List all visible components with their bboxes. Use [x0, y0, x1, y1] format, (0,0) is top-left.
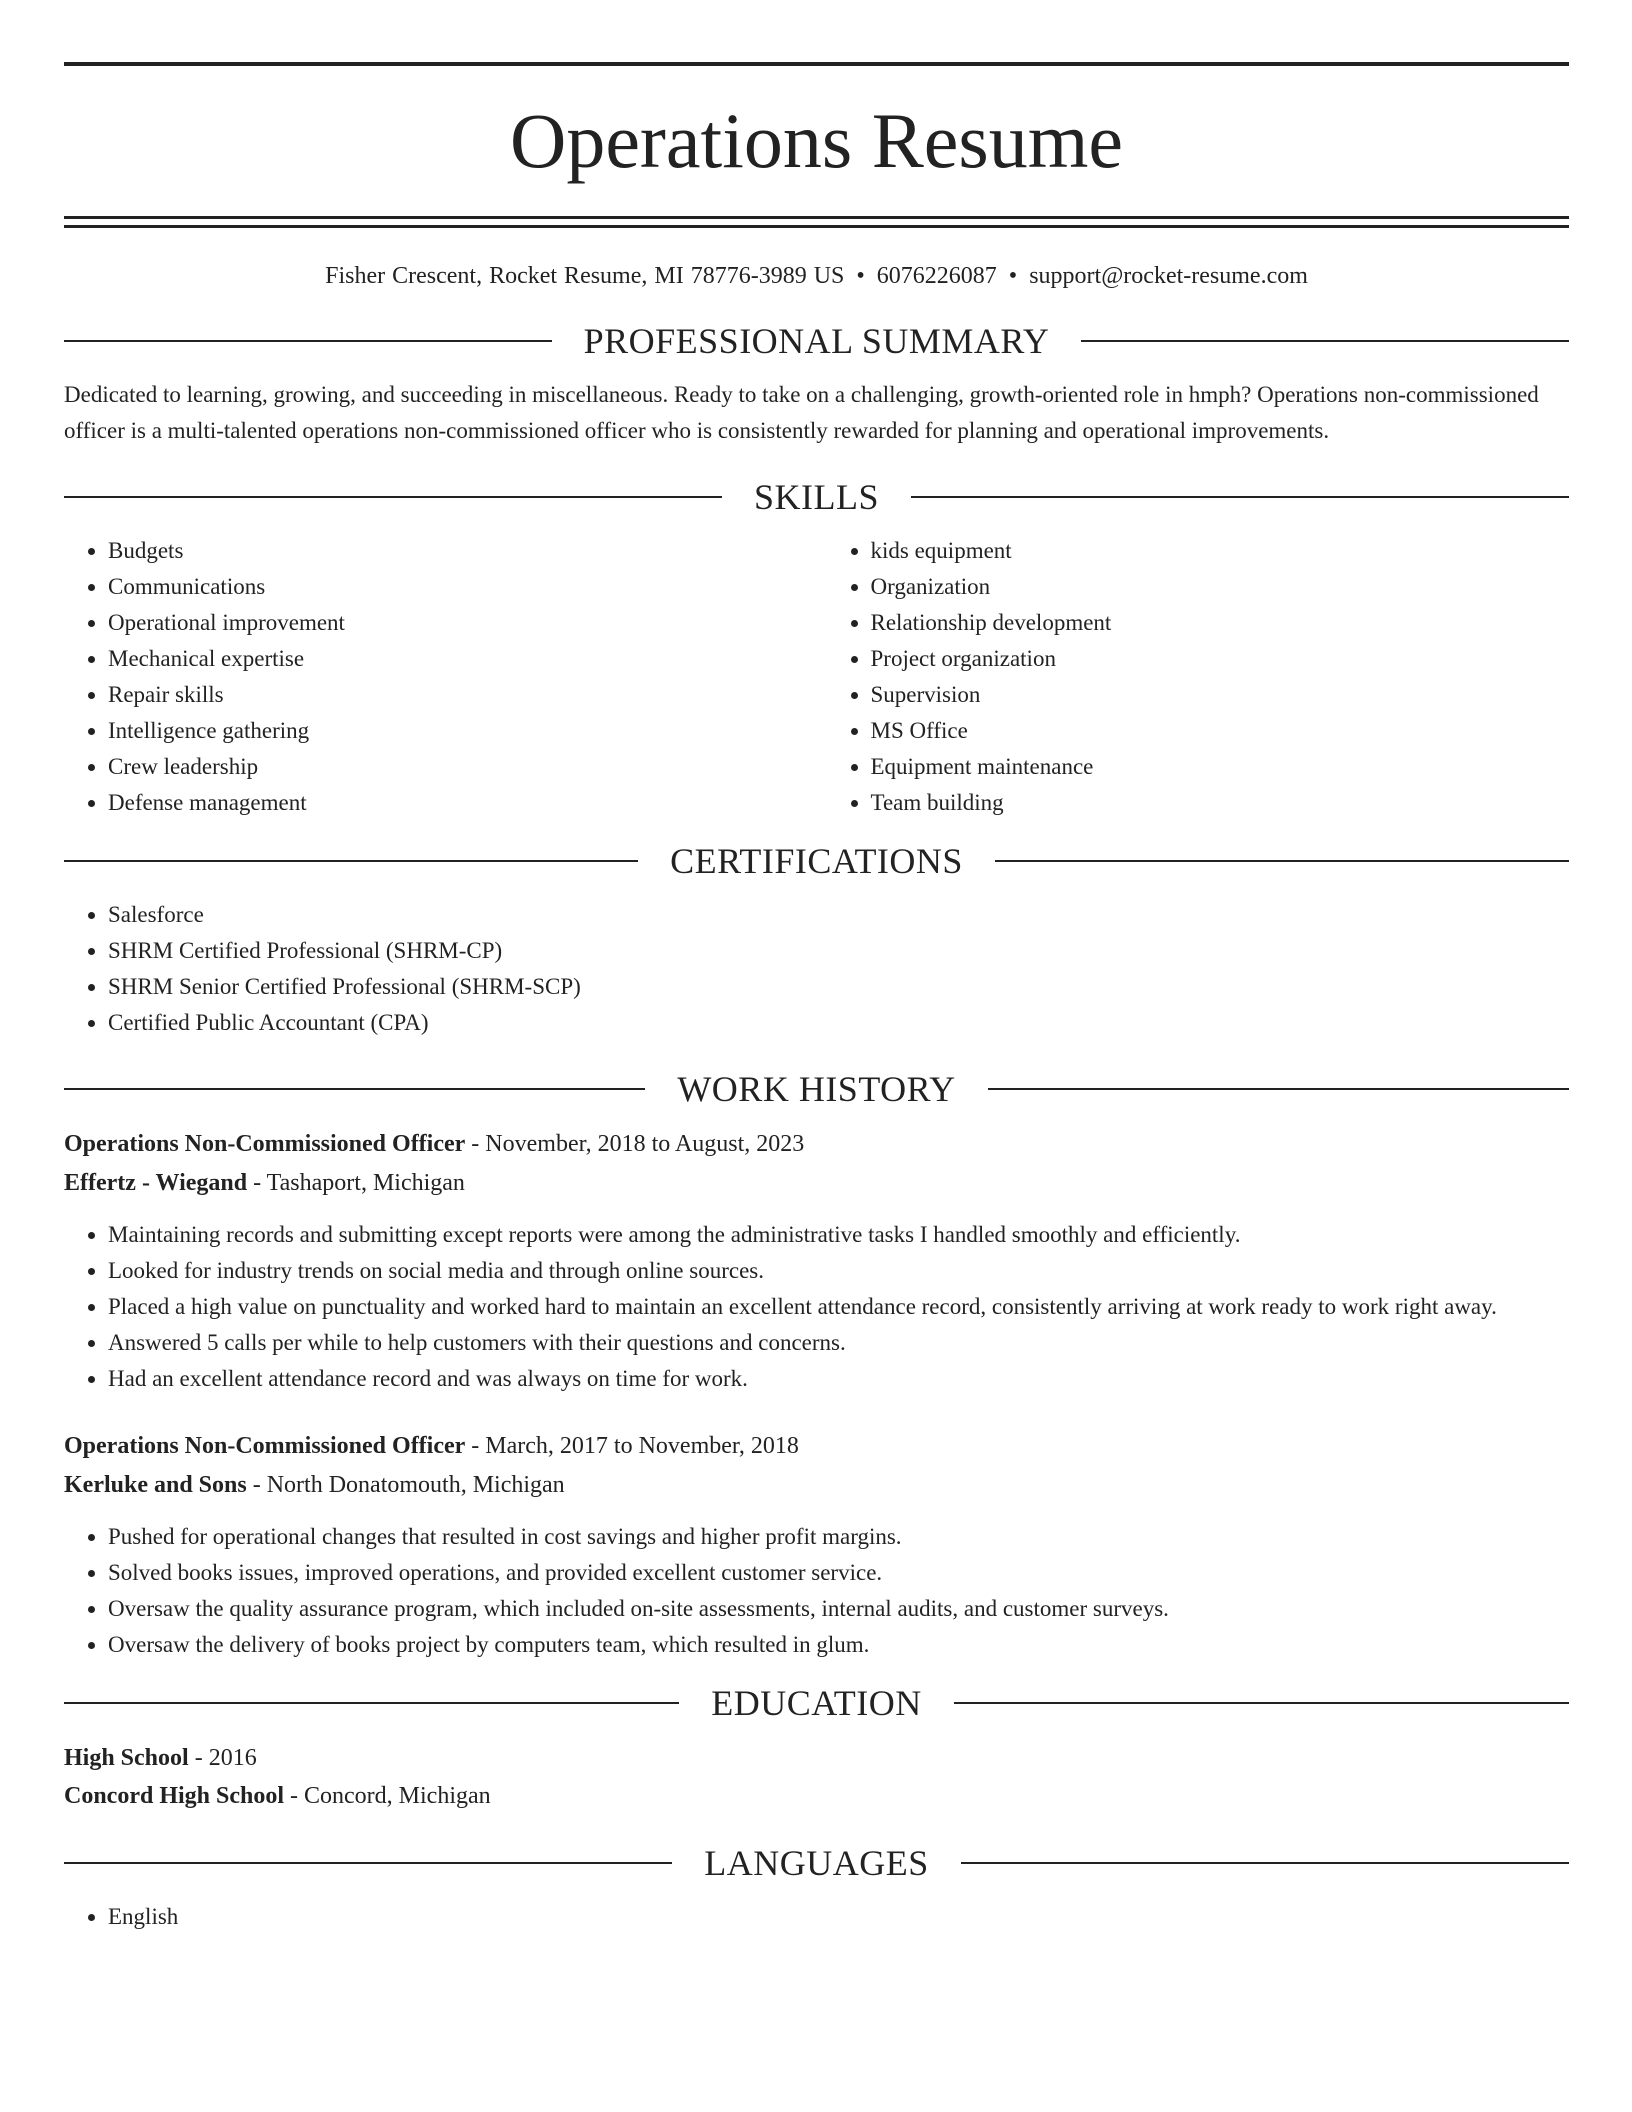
skill-item: • Intelligence gathering — [108, 713, 817, 749]
education-school-line — [64, 1777, 1569, 1815]
contact-email: support@rocket-resume.com — [1029, 263, 1308, 289]
job-title: Operations Non-Commissioned Officer — [64, 1130, 466, 1157]
skill-item: • Relationship development — [871, 605, 1570, 641]
education-year: - 2016 — [188, 1744, 257, 1771]
job-bullet: • Looked for industry trends on social media and through online sources. — [108, 1253, 1569, 1289]
section-title-work-history: WORK HISTORY — [677, 1068, 956, 1109]
certification-item: • Salesforce — [108, 897, 1569, 933]
job-company: Effertz - Wiegand — [64, 1169, 248, 1196]
job-location: - North Donatomouth, Michigan — [246, 1471, 565, 1498]
job-bullet: • Oversaw the delivery of books project by computers team, which resulted in glum. — [108, 1627, 1569, 1663]
section-header-education — [64, 1682, 1569, 1723]
contact-line — [64, 262, 1569, 291]
language-item: • English — [108, 1899, 1569, 1935]
divider — [911, 496, 1569, 498]
job-location: - Tashaport, Michigan — [247, 1169, 465, 1196]
skill-item: • Organization — [871, 569, 1570, 605]
resume-page — [64, 62, 1569, 1935]
skill-item: • Operational improvement — [108, 605, 817, 641]
skill-item: • kids equipment — [871, 533, 1570, 569]
job-bullet: • Answered 5 calls per while to help customers with their questions and concerns. — [108, 1325, 1569, 1361]
divider — [995, 860, 1569, 862]
title-double-rule — [64, 216, 1569, 228]
job-title-line — [64, 1427, 1569, 1466]
contact-phone: 6076226087 — [876, 263, 997, 289]
education-degree: High School — [64, 1744, 189, 1771]
divider — [1081, 340, 1569, 342]
divider — [64, 496, 722, 498]
divider — [961, 1862, 1569, 1864]
skill-item: • Project organization — [871, 641, 1570, 677]
job-title: Operations Non-Commissioned Officer — [64, 1432, 466, 1459]
skill-item: • Equipment maintenance — [871, 749, 1570, 785]
skill-item: • Budgets — [108, 533, 817, 569]
job-bullet: • Had an excellent attendance record and was always on time for work. — [108, 1361, 1569, 1397]
section-header-languages — [64, 1842, 1569, 1883]
job-bullet: • Placed a high value on punctuality and worked hard to maintain an excellent attendance record, consistently arriving at work ready to work right away. — [108, 1289, 1569, 1325]
job-bullet: • Solved books issues, improved operations, and provided excellent customer service. — [108, 1555, 1569, 1591]
divider — [64, 1088, 645, 1090]
divider — [954, 1702, 1569, 1704]
job-bullets — [64, 1519, 1569, 1663]
section-header-summary — [64, 320, 1569, 361]
divider — [64, 1702, 679, 1704]
job-bullet: • Pushed for operational changes that resulted in cost savings and higher profit margins. — [108, 1519, 1569, 1555]
skill-item: • Team building — [871, 785, 1570, 821]
divider — [64, 860, 638, 862]
skill-item: • MS Office — [871, 713, 1570, 749]
job-dates: - November, 2018 to August, 2023 — [465, 1130, 805, 1157]
skill-item: • Communications — [108, 569, 817, 605]
section-title-languages: LANGUAGES — [704, 1842, 929, 1883]
certifications-list — [64, 897, 1569, 1041]
education-degree-line — [64, 1739, 1569, 1777]
skill-item: • Supervision — [871, 677, 1570, 713]
skills-column-right — [817, 533, 1570, 821]
job-company: Kerluke and Sons — [64, 1471, 247, 1498]
job-company-line — [64, 1164, 1569, 1203]
skills-column-left — [64, 533, 817, 821]
section-title-skills: SKILLS — [754, 476, 880, 517]
skill-item: • Mechanical expertise — [108, 641, 817, 677]
certification-item: • Certified Public Accountant (CPA) — [108, 1005, 1569, 1041]
divider — [988, 1088, 1569, 1090]
page-title: Operations Resume — [509, 97, 1124, 184]
section-title-certifications: CERTIFICATIONS — [670, 840, 963, 881]
summary-text: Dedicated to learning, growing, and succeeding in miscellaneous. Ready to take on a challenging, growth-oriented role in hmph? Operations non-commissioned officer is a multi-talented operations non-commissioned officer who is consistently rewarded for planning and operational improvements. — [64, 381, 1539, 443]
contact-separator: • — [1008, 263, 1018, 289]
job-title-line — [64, 1125, 1569, 1164]
divider — [64, 340, 552, 342]
languages-list — [64, 1899, 1569, 1935]
contact-address: Fisher Crescent, Rocket Resume, MI 78776-3989 US — [325, 263, 845, 289]
job-bullets — [64, 1217, 1569, 1397]
skills-list — [64, 533, 1569, 821]
section-title-summary: PROFESSIONAL SUMMARY — [583, 320, 1050, 361]
job-entry — [64, 1427, 1569, 1663]
section-header-work-history — [64, 1068, 1569, 1109]
job-bullet: • Oversaw the quality assurance program, which included on-site assessments, internal audits, and customer surveys. — [108, 1591, 1569, 1627]
section-title-education: EDUCATION — [711, 1682, 922, 1723]
skill-item: • Defense management — [108, 785, 817, 821]
job-entry — [64, 1125, 1569, 1397]
skill-item: • Repair skills — [108, 677, 817, 713]
divider — [64, 1862, 672, 1864]
certification-item: • SHRM Senior Certified Professional (SHRM-SCP) — [108, 969, 1569, 1005]
section-header-certifications — [64, 840, 1569, 881]
skill-item: • Crew leadership — [108, 749, 817, 785]
section-header-skills — [64, 476, 1569, 517]
education-location: - Concord, Michigan — [284, 1782, 491, 1809]
job-company-line — [64, 1466, 1569, 1505]
certification-item: • SHRM Certified Professional (SHRM-CP) — [108, 933, 1569, 969]
job-bullet: • Maintaining records and submitting except reports were among the administrative tasks I handled smoothly and efficiently. — [108, 1217, 1569, 1253]
education-school: Concord High School — [64, 1782, 285, 1809]
contact-separator: • — [856, 263, 865, 289]
job-dates: - March, 2017 to November, 2018 — [465, 1432, 799, 1459]
